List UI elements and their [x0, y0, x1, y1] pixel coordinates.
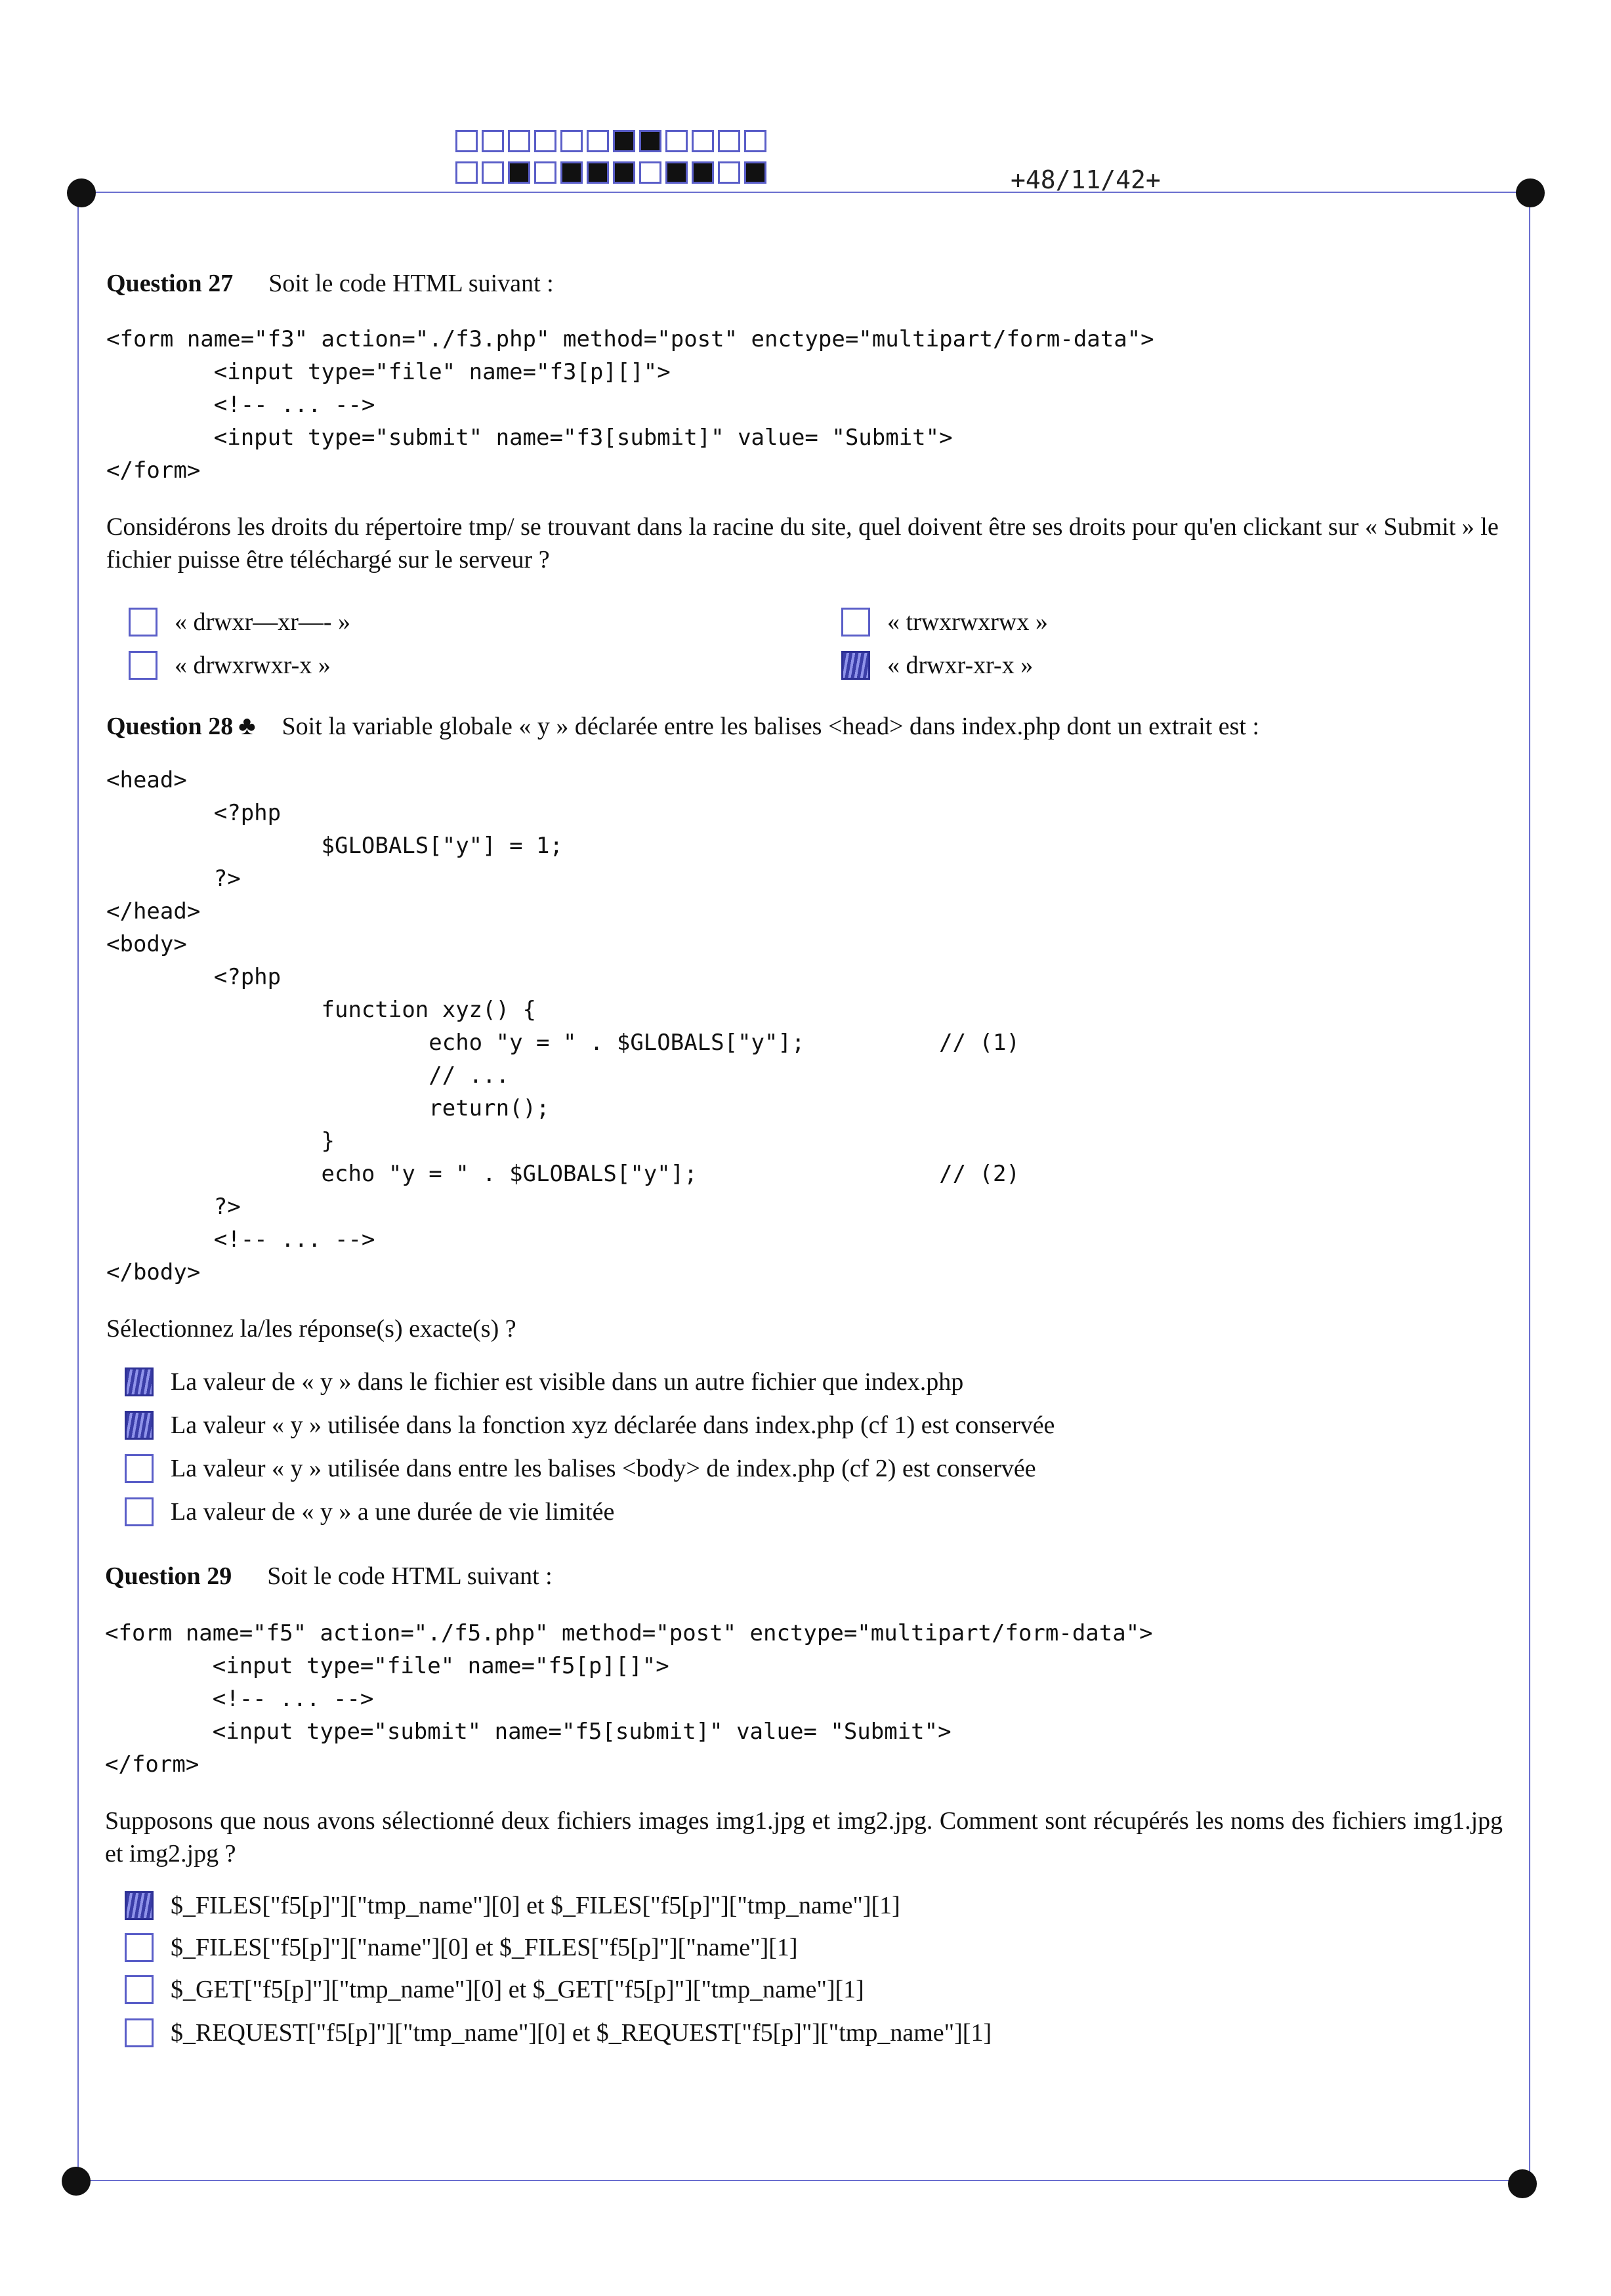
answer-option[interactable] — [129, 651, 331, 680]
code-block: <form name="f3" action="./f3.php" method="post" enctype="multipart/form-data"> <input type="file" name="f3[p][]"> <!-- ... --> <input type="submit" name="f3[submit]" value= "Submit"> </form> — [106, 326, 1154, 484]
barcode-cell — [613, 161, 635, 184]
barcode-cell — [560, 130, 583, 152]
barcode-cell — [692, 161, 714, 184]
answer-option[interactable] — [841, 608, 1048, 637]
answer-option[interactable] — [125, 2018, 992, 2047]
frame-bottom-line — [68, 2180, 1530, 2181]
answer-option[interactable] — [125, 1454, 1036, 1483]
barcode-cell — [587, 161, 609, 184]
frame-right-line — [1529, 192, 1530, 2180]
question-text: Supposons que nous avons sélectionné deux fichiers images img1.jpg et img2.jpg. Comment sont récupérés les noms des fichiers img1.jpg et img2.jpg ? — [105, 1807, 1503, 1868]
frame-top-line — [84, 192, 1530, 193]
checkbox[interactable] — [841, 608, 870, 637]
question-prompt: Soit le code HTML suivant : — [267, 1562, 553, 1590]
answer-label: $_FILES["f5[p]"]["tmp_name"][0] et $_FILES["f5[p]"]["tmp_name"][1] — [171, 1892, 900, 1919]
checkbox[interactable] — [125, 1367, 154, 1396]
question-text: Considérons les droits du répertoire tmp/ se trouvant dans la racine du site, quel doivent être ses droits pour qu'en clickant sur « Submit » le fichier puisse être téléchargé sur le serveur ? — [106, 513, 1499, 574]
barcode-cell — [665, 130, 688, 152]
answer-option[interactable] — [841, 651, 1033, 680]
question-label: Question 29 — [105, 1562, 232, 1590]
checkbox[interactable] — [129, 608, 157, 637]
barcode-cell — [560, 161, 583, 184]
checkbox[interactable] — [125, 1454, 154, 1483]
barcode-cell — [534, 130, 556, 152]
answer-option[interactable] — [129, 608, 350, 637]
barcode-cell — [455, 161, 478, 184]
answer-label: $_REQUEST["f5[p]"]["tmp_name"][0] et $_REQUEST["f5[p]"]["tmp_name"][1] — [171, 2019, 992, 2047]
barcode-cell — [718, 161, 740, 184]
answer-option[interactable] — [125, 1411, 1055, 1440]
barcode-cell — [665, 161, 688, 184]
barcode-row — [455, 130, 770, 152]
question-29-title — [105, 1562, 553, 1591]
corner-marker-top-left — [67, 178, 96, 207]
answer-label: « trwxrwxrwx » — [887, 608, 1048, 636]
checkbox[interactable] — [129, 651, 157, 680]
answer-label: La valeur « y » utilisée dans entre les balises <body> de index.php (cf 2) est conservée — [171, 1455, 1036, 1482]
barcode-cell — [718, 130, 740, 152]
question-prompt: Soit la variable globale « y » déclarée entre les balises <head> dans index.php dont un extrait est : — [282, 713, 1260, 740]
checkbox[interactable] — [841, 651, 870, 680]
barcode-cell — [508, 130, 530, 152]
corner-marker-bottom-left — [62, 2167, 91, 2196]
answer-label: « drwxr-xr-x » — [887, 652, 1034, 679]
answer-option[interactable] — [125, 1975, 864, 2004]
barcode-cell — [692, 130, 714, 152]
question-text: Sélectionnez la/les réponse(s) exacte(s) ? — [106, 1315, 516, 1343]
checkbox[interactable] — [125, 1933, 154, 1962]
question-27-title — [106, 269, 554, 298]
question-28-title — [106, 710, 1259, 741]
question-prompt: Soit le code HTML suivant : — [268, 270, 554, 297]
barcode-cell — [613, 130, 635, 152]
barcode-cell — [744, 161, 766, 184]
answer-label: La valeur « y » utilisée dans la fonction xyz déclarée dans index.php (cf 1) est conservée — [171, 1411, 1055, 1439]
frame-left-line — [77, 192, 79, 2180]
barcode-cell — [508, 161, 530, 184]
corner-marker-top-right — [1516, 178, 1545, 207]
barcode-cell — [482, 161, 504, 184]
answer-label: La valeur de « y » a une durée de vie limitée — [171, 1498, 615, 1526]
barcode-row — [455, 161, 770, 184]
club-icon: ♣ — [238, 711, 256, 740]
answer-option[interactable] — [125, 1891, 900, 1920]
answer-option[interactable] — [125, 1497, 614, 1526]
corner-marker-bottom-right — [1508, 2169, 1537, 2198]
barcode-cell — [482, 130, 504, 152]
answer-option[interactable] — [125, 1367, 963, 1396]
code-block: <head> <?php $GLOBALS["y"] = 1; ?> </head> <body> <?php function xyz() { echo "y = " . $GLOBALS["y"]; // (1) // ... return(); } echo "y = " . $GLOBALS["y"]; // (2) ?> <!-- ... --> </body> — [106, 767, 1020, 1285]
checkbox[interactable] — [125, 1975, 154, 2004]
checkbox[interactable] — [125, 1411, 154, 1440]
answer-label: $_GET["f5[p]"]["tmp_name"][0] et $_GET["f5[p]"]["tmp_name"][1] — [171, 1976, 864, 2003]
answer-label: La valeur de « y » dans le fichier est visible dans un autre fichier que index.php — [171, 1368, 964, 1396]
barcode-cell — [587, 130, 609, 152]
checkbox[interactable] — [125, 1497, 154, 1526]
barcode-cell — [744, 130, 766, 152]
barcode-cell — [534, 161, 556, 184]
answer-label: $_FILES["f5[p]"]["name"][0] et $_FILES["f5[p]"]["name"][1] — [171, 1934, 798, 1961]
answer-label: « drwxrwxr-x » — [175, 652, 331, 679]
answer-option[interactable] — [125, 1933, 798, 1962]
page-id: +48/11/42+ — [1011, 165, 1161, 194]
question-label: Question 27 — [106, 270, 234, 297]
barcode-cell — [639, 130, 661, 152]
barcode-cell — [639, 161, 661, 184]
answer-label: « drwxr—xr—- » — [175, 608, 351, 636]
code-block: <form name="f5" action="./f5.php" method="post" enctype="multipart/form-data"> <input type="file" name="f5[p][]"> <!-- ... --> <input type="submit" name="f5[submit]" value= "Submit"> </form> — [105, 1620, 1153, 1778]
question-label: Question 28 — [106, 713, 234, 740]
checkbox[interactable] — [125, 2018, 154, 2047]
barcode-cell — [455, 130, 478, 152]
checkbox[interactable] — [125, 1891, 154, 1920]
